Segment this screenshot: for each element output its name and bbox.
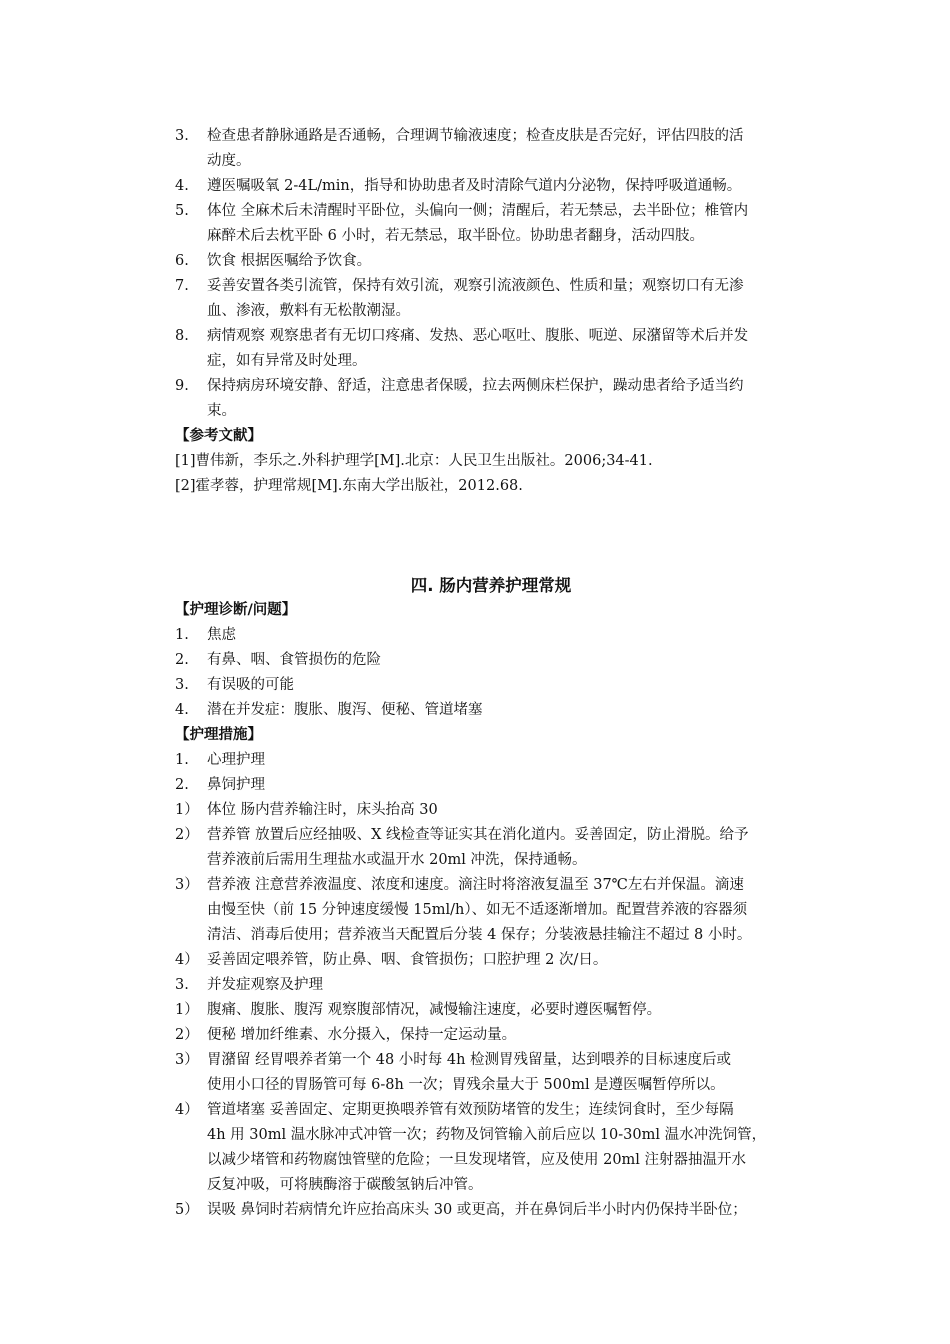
document-page: 3. 检查患者静脉通路是否通畅，合理调节输液速度；检查皮肤是否完好，评估四肢的活 动度。 4. 遵医嘱吸氧 2-4L/min，指导和协助患者及时清除气道内分泌物，保持呼吸道通畅。 5. 体位 全麻术后未清醒时平卧位，头偏向一侧；清醒后，若无禁忌，去半卧位；椎管内 麻醉术后去枕平卧 6 小时，若无禁忌，取半卧位。协助患者翻身，活动四肢。 6. 饮食 根据医嘱给予饮食。 7. 妥善安置各类引流管，保持有效引流，观察引流液颜色、性质和量；观察切口有无渗 血、渗液，敷料有无松散潮湿。 8. 病情观察 观察患者有无切口疼痛、发热、恶心呕吐、腹胀、呃逆、尿潴留等术后并发 症，如有异常及时处理。 9. 保持病房环境安静、舒适，注意患者保暖，拉去两侧床栏保护，躁动患者给予适当约 束。 【参考文献】 [1]曹伟新，李乐之.外科护理学[M].北京：人民卫生出版社。2006;34-41. [2]霍孝蓉，护理常规[M].东南大学出版社，2012.68. 四. 肠内营养护理常规 【护理诊断/问题】 1. 焦虑 2. 有鼻、咽、食管损伤的危险 3. 有误吸的可能 4. 潜在并发症：腹胀、腹泻、便秘、管道堵塞 【护理措施】 1. 心理护理 2. 鼻饲护理 1） 体位 肠内营养输注时，床头抬高 30 2） 营养管 放置后应经抽吸、X 线检查等证实其在消化道内。妥善固定，防止滑脱。给予 营养液前后需用生理盐水或温开水 20ml 冲洗，保持通畅。 3） 营养液 注意营养液温度、浓度和速度。滴注时将溶液复温至 37℃左右并保温。滴速 由慢至快（前 15 分钟速度缓慢 15ml/h）、如无不适逐渐增加。配置营养液的容器须 清洁、消毒后使用；营养液当天配置后分装 4 保存；分装液悬挂输注不超过 8 小时。 4） 妥善固定喂养管，防止鼻、咽、食管损伤；口腔护理 2 次/日。 3. 并发症观察及护理 1） 腹痛、腹胀、腹泻 观察腹部情况，减慢输注速度，必要时遵医嘱暂停。 2） 便秘 增加纤维素、水分摄入，保持一定运动量。 3） 胃潴留 经胃喂养者第一个 48 小时每 4h 检测胃残留量，达到喂养的目标速度后或 使用小口径的胃肠管可每 6-8h 一次；胃残余量大于 500ml 是遵医嘱暂停所以。 4） 管道堵塞 妥善固定、定期更换喂养管有效预防堵管的发生；连续饲食时，至少每隔 4h 用 30ml 温水脉冲式冲管一次；药物及饲管输入前后应以 10-30ml 温水冲洗饲管， 以减少堵管和药物腐蚀管壁的危险；一旦发现堵管，应及使用 20ml 注射器抽温开水 反复冲吸，可将胰酶溶于碳酸氢钠后冲管。 5） 误吸 鼻饲时若病情允许应抬高床头 30 或更高，并在鼻饲后半小时内仍保持半卧位； [0, 0, 950, 1344]
reference-item: [2]霍孝蓉，护理常规[M].东南大学出版社，2012.68. [175, 478, 523, 494]
reference-item: [1]曹伟新，李乐之.外科护理学[M].北京：人民卫生出版社。2006;34-41. [175, 453, 653, 469]
measures-heading: 【护理措施】 [175, 727, 262, 743]
section-title: 四. 肠内营养护理常规 [410, 576, 572, 595]
diagnosis-heading: 【护理诊断/问题】 [175, 602, 297, 618]
references-heading: 【参考文献】 [175, 428, 262, 444]
